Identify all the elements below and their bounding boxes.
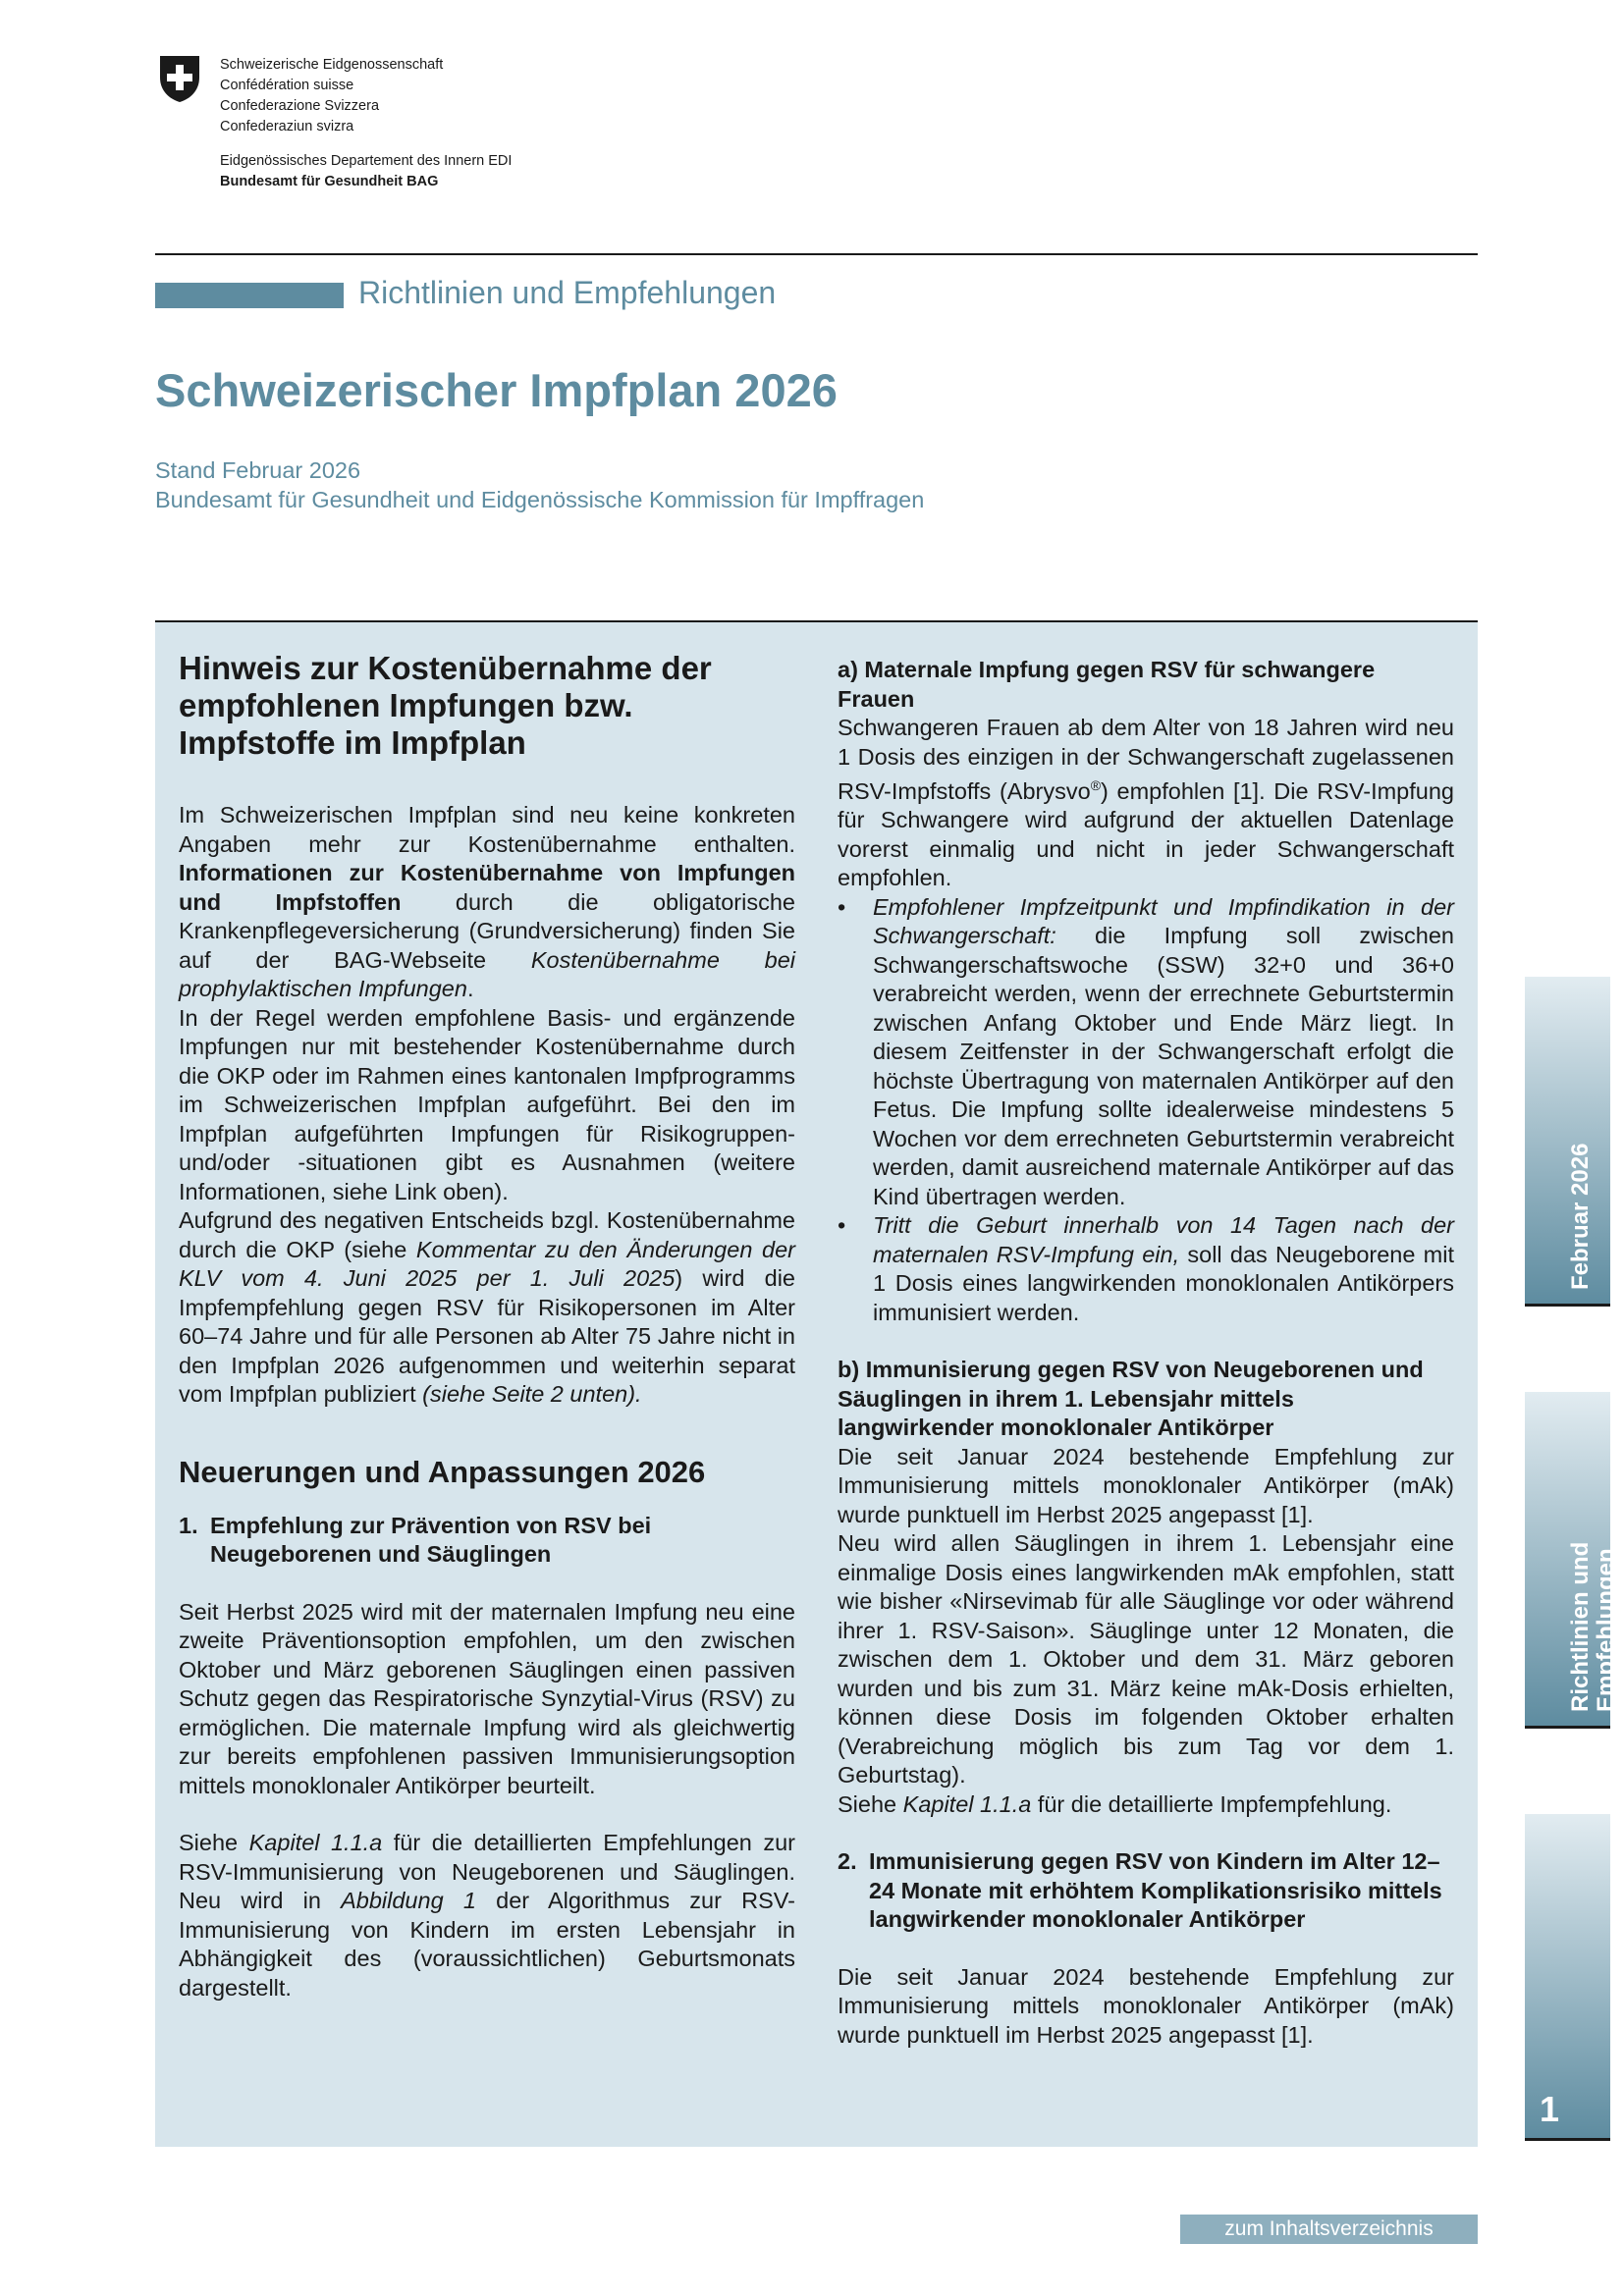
- children-immunisation-paragraph: Die seit Januar 2024 bestehende Empfehlung zur Immunisierung mittels monoklonaler Antikörper (mAk) wurde punktuell im Herbst 2025 angepasst [1].: [838, 1963, 1454, 2048]
- item-1-heading: 1. Empfehlung zur Prävention von RSV bei Neugeborenen und Säuglingen: [179, 1512, 652, 1567]
- top-divider: [155, 253, 1478, 255]
- department-block: [220, 151, 512, 192]
- list-item: • Empfohlener Impfzeitpunkt und Impfindikation in der Schwangerschaft: die Impfung soll zwischen Schwangerschaftswoche (SSW) 32+0 und 36+0 verabreicht werden, wenn der errechnete Geburtstermin zwischen Anfang Oktober und Ende März liegt. In diesem Zeitfenster in der Schwangerschaft erfolgt die höchste Übertragung von maternalen Antikörper auf den Fetus. Die Impfung sollte idealerweise mindestens 5 Wochen vor dem errechneten Geburtstermin verabreicht werden, damit ausreichend maternale Antikörper auf das Kind übertragen werden.: [838, 893, 1454, 1209]
- office-name: Bundesamt für Gesundheit BAG: [220, 174, 439, 189]
- federation-line-fr: Confédération suisse: [220, 78, 354, 93]
- stand-date: Stand Februar 2026: [155, 457, 361, 483]
- cost-info-bold: Informationen zur Kostenübernahme von Impfungen und Impfstoffen: [179, 860, 795, 915]
- tab-date[interactable]: [1525, 977, 1610, 1304]
- rsv-prevention-paragraph: Seit Herbst 2025 wird mit der maternalen Impfung neu eine zweite Präventionsoption empfohlen, um den zwischen Oktober und März geborenen Säuglingen einen passiven Schutz gegen das Respiratorische Synzytial-Virus (RSV) zu ermöglichen. Die maternale Impfung wird als gleichwertig zur bereits empfohlenen passiven Immunisierungsoption mittels monoklonaler Antikörper beurteilt.: [179, 1598, 795, 1798]
- section-label-bar: [155, 283, 344, 308]
- cost-notice-paragraph-1: Im Schweizerischen Impfplan sind neu keine konkreten Angaben mehr zur Kostenübernahme enthalten. Informationen zur Kostenübernahme von Impfungen und Impfstoffen durch die obligatorische Krankenpflegeversicherung (Grundversicherung) finden Sie auf der BAG-Webseite Kostenübernahme bei prophylaktischen Impfungen.: [179, 802, 795, 1001]
- tab-divider: [1525, 2138, 1610, 2141]
- chapter-link[interactable]: Kapitel 1.1.a: [248, 1830, 383, 1855]
- list-item: • Tritt die Geburt innerhalb von 14 Tagen nach der maternalen RSV-Impfung ein, soll das Neugeborene mit 1 Dosis eines langwirkenden monoklonalen Antikörpers immunisiert werden.: [838, 1212, 1455, 1325]
- federation-line-de: Schweizerische Eidgenossenschaft: [220, 57, 444, 73]
- changes-heading: Neuerungen und Anpassungen 2026: [179, 1454, 706, 1489]
- maternal-vaccination-paragraph: Schwangeren Frauen ab dem Alter von 18 Jahren wird neu 1 Dosis des einzigen in der Schwangerschaft zugelassenen RSV-Impfstoffs (Abrysvo®) empfohlen [1]. Die RSV-Impfung für Schwangere wird aufgrund der aktuellen Datenlage vorerst einmalig und nicht in jeder Schwangerschaft empfohlen.: [838, 715, 1454, 891]
- section-b-heading: b) Immunisierung gegen RSV von Neugeborenen und Säuglingen in ihrem 1. Lebensjahr mittels langwirkender monoklonaler Antikörper: [838, 1357, 1424, 1441]
- cost-coverage-link[interactable]: Kostenübernahme bei prophylaktischen Impfungen: [179, 946, 795, 1001]
- table-of-contents-button[interactable]: zum Inhaltsverzeichnis: [1180, 2215, 1478, 2244]
- item-2-heading: 2. Immunisierung gegen RSV von Kindern im Alter 12–24 Monate mit erhöhtem Komplikationsrisiko mittels langwirkender monoklonaler Antikörper: [838, 1848, 1442, 1933]
- klv-commentary-link[interactable]: Kommentar zu den Änderungen der KLV vom 4. Juni 2025 per 1. Juli 2025: [179, 1236, 795, 1291]
- section-label: Richtlinien und Empfehlungen: [358, 275, 777, 310]
- tab-guidelines[interactable]: [1525, 1392, 1619, 1726]
- page-title: Schweizerischer Impfplan 2026: [155, 364, 838, 416]
- monoclonal-antibody-paragraph-3: Siehe Kapitel 1.1.a für die detaillierte Impfempfehlung.: [838, 1790, 1392, 1817]
- federation-line-rm: Confederaziun svizra: [220, 119, 354, 134]
- monoclonal-antibody-paragraph-1: Die seit Januar 2024 bestehende Empfehlung zur Immunisierung mittels monoklonaler Antikörper (mAk) wurde punktuell im Herbst 2025 angepasst [1].: [838, 1443, 1454, 1527]
- cost-notice-paragraph-3: Aufgrund des negativen Entscheids bzgl. Kostenübernahme durch die OKP (siehe Kommentar zu den Änderungen der KLV vom 4. Juni 2025 per 1. Juli 2025) wird die Impfempfehlung gegen RSV für Risikopersonen im Alter 60–74 Jahre und für alle Personen ab Alter 75 Jahre nicht in den Impfplan 2026 aufgenommen und weiterhin separat vom Impfplan publiziert (siehe Seite 2 unten).: [179, 1207, 795, 1407]
- monoclonal-antibody-paragraph-2: Neu wird allen Säuglingen in ihrem 1. Lebensjahr eine einmalige Dosis eines langwirkenden mAk empfohlen, statt wie bisher «Nirsevimab für alle Säuglinge vor oder während ihrer 1. RSV-Saison». Säuglinge unter 12 Monaten, die zwischen dem 1. Oktober und dem 31. März geboren wurden und bis zum 31. März keine mAk-Dosis erhielten, können diese Dosis im folgenden Oktober erhalten (Verabreichung möglich bis zum Tag vor dem 1. Geburtstag).: [838, 1530, 1454, 1789]
- tab-divider: [1525, 1304, 1610, 1307]
- cost-notice-paragraph-2: In der Regel werden empfohlene Basis- und ergänzende Impfungen nur mit bestehender Kostenübernahme durch die OKP oder im Rahmen eines kantonalen Impfprogramms im Schweizerischen Impfplan aufgeführt. Bei den im Impfplan aufgeführten Impfungen für Risikogruppen- und/oder -situationen gibt es Ausnahmen (weitere Informationen, siehe Link oben).: [179, 1004, 795, 1204]
- department-name: Eidgenössisches Departement des Innern EDI: [220, 153, 513, 169]
- figure-link[interactable]: Abbildung 1: [341, 1888, 476, 1913]
- swiss-cross-shield-icon: [157, 54, 202, 103]
- page-number: 1: [1540, 2089, 1560, 2129]
- left-column: [179, 650, 795, 2002]
- tab-divider: [1525, 1726, 1610, 1729]
- subtitle-block: [155, 455, 924, 514]
- section-a-heading: a) Maternale Impfung gegen RSV für schwangere Frauen: [838, 657, 1376, 712]
- authors-line: Bundesamt für Gesundheit und Eidgenössische Kommission für Impffragen: [155, 487, 925, 512]
- tab-guidelines-label: Richtlinien und Empfehlungen: [1566, 1541, 1619, 1712]
- rsv-details-paragraph: Siehe Kapitel 1.1.a für die detaillierten Empfehlungen zur RSV-Immunisierung von Neugeborenen und Säuglingen. Neu wird in Abbildung 1 der Algorithmus zur RSV-Immunisierung von Kindern im ersten Lebensjahr in Abhängigkeit des (voraussichtlichen) Geburtsmonats dargestellt.: [179, 1830, 795, 2001]
- tab-page: [1525, 1814, 1610, 2138]
- federation-line-it: Confederazione Svizzera: [220, 98, 380, 114]
- cost-notice-heading: Hinweis zur Kostenübernahme der empfohlenen Impfungen bzw. Impfstoffe im Impfplan: [179, 650, 712, 761]
- federation-names: [220, 55, 443, 137]
- chapter-link[interactable]: Kapitel 1.1.a: [902, 1790, 1032, 1817]
- tab-date-label: Februar 2026: [1566, 1143, 1594, 1290]
- right-column: [838, 656, 1454, 2050]
